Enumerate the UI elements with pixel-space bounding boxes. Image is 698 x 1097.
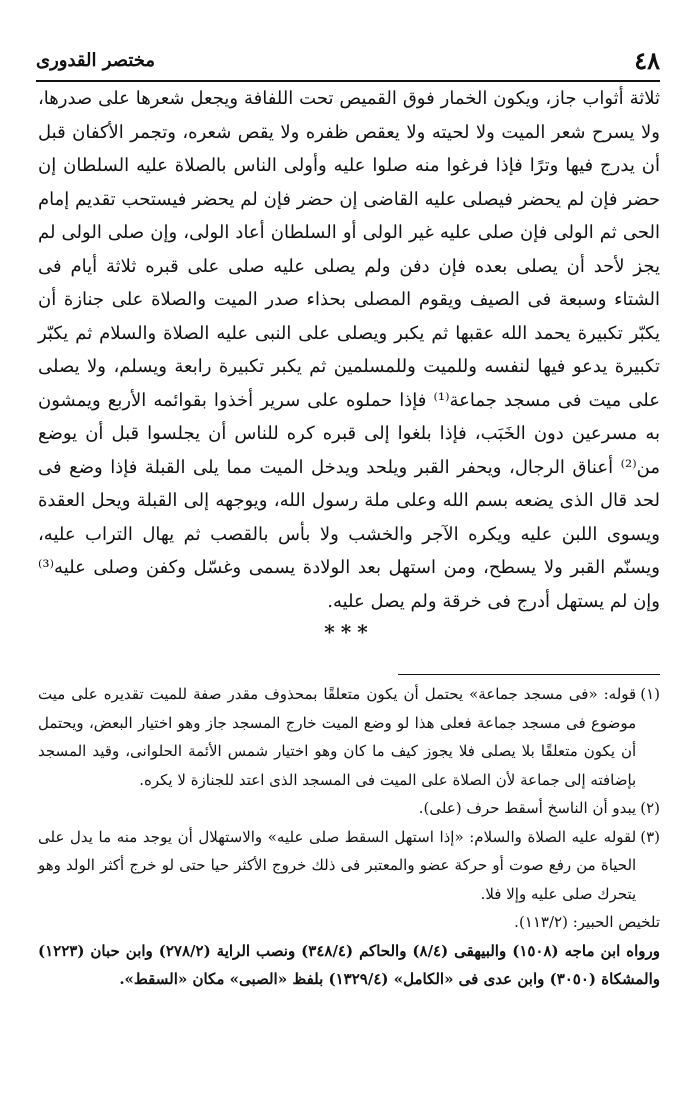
footnote-source: تلخيص الحبير: (١١٣/٢). xyxy=(514,913,660,931)
footnote-2 xyxy=(38,794,660,823)
footnote-text: قوله: «فى مسجد جماعة» يحتمل أن يكون متعلقًا بمحذوف مقدر صفة للميت تقديره على ميت موضوع فى مسجد جماعة فعلى هذا لو وضع الميت خارج المسجد جاز وهو اختيار البعض، ويحتمل أن يكون متعلقًا بلا يصلى فلا يجوز كيف ما كان وهو اختيار شمس الأئمة الحلوانى، وقيد المسجد بإضافته إلى جماعة لأن الصلاة على الميت فى المسجد الذى اعتد للجنازة لا يكره. xyxy=(38,685,637,789)
footnote-number: (٣) xyxy=(640,827,660,846)
footnote-text: يبدو أن الناسخ أسقط حرف (على). xyxy=(418,799,637,817)
footnote-divider xyxy=(398,674,660,675)
footnote-1 xyxy=(38,680,660,794)
main-text xyxy=(38,82,660,618)
section-separator: *** xyxy=(324,620,374,644)
footnote-number: (١) xyxy=(640,685,660,703)
book-title: مختصر القدورى xyxy=(36,50,156,71)
page-number: ٤٨ xyxy=(634,46,660,75)
footnotes xyxy=(38,680,660,994)
page-header xyxy=(36,38,660,82)
footnote-3 xyxy=(38,823,660,909)
main-paragraph: ثلاثة أثواب جاز، ويكون الخمار فوق القميص تحت اللفافة ويجعل شعرها على صدرها، ولا يسرح شعر الميت ولا لحيته ولا يعقص ظفره ولا يقص شعره، وتجمر الأكفان قبل أن يدرج فيها وترًا فإذا فرغوا منه صلوا عليه وأولى الناس بالصلاة عليه السلطان إن حضر فإن لم يحضر فيصلى عليه القاضى إن حضر فإن لم يحضر فيستحب تقديم إمام الحى ثم الولى فإن صلى عليه غير الولى أو السلطان أعاد الولى، وإن صلى الولى لم يجز لأحد أن يصلى بعده فإن دفن ولم يصلى عليه صلى على قبره ثلاثة أيام فى الشتاء وسبعة فى الصيف ويقوم المصلى بحذاء صدر الميت والصلاة على جنازة أن يكبّر تكبيرة يحمد الله عقبها ثم يكبر ويصلى على النبى عليه الصلاة والسلام ثم يكبّر تكبيرة يدعو فيها لنفسه وللميت وللمسلمين ثم يكبر تكبيرة رابعة ويسلم، ولا يصلى على ميت فى مسجد جماعة⁽¹⁾ فإذا حملوه على سرير أخذوا بقوائمه الأربع ويمشون به مسرعين دون الخَبَب، فإذا بلغوا إلى قبره كره للناس أن يجلسوا قبل أن يوضع من⁽²⁾ أعناق الرجال، ويحفر القبر ويلحد ويدخل الميت مما يلى القبلة فإذا وضع فى لحد قال الذى يضعه بسم الله وعلى ملة رسول الله، ويوجهه إلى القبلة ويحل العقدة ويسوى اللبن عليه ويكره الآجر والخشب ولا بأس بالقصب ثم يهال التراب عليه، ويسنّم القبر ولا يسطح، ومن استهل بعد الولادة يسمى وغسّل وكفن وصلى عليه⁽³⁾ وإن لم يستهل أدرج فى خرقة ولم يصل عليه. xyxy=(38,88,660,612)
footnote-references: ورواه ابن ماجه (١٥٠٨) والبيهقى (٨/٤) والحاكم (٣٤٨/٤) ونصب الراية (٢٧٨/٢) وابن حبان (١٢٢٣) والمشكاة (٣٠٥٠) وابن عدى فى «الكامل» (١٣٢٩/٤) بلفظ «الصبى» مكان «السقط». xyxy=(38,941,661,988)
footnote-text: لقوله عليه الصلاة والسلام: «إذا استهل السقط صلى عليه» والاستهلال أن يوجد منه ما يدل على الحياة من رفع صوت أو حركة عضو والمعتبر فى ذلك خروج الأكثر حيا حتى لو خرج أكثر الولد وهو يتحرك صلى عليه وإلا فلا. xyxy=(38,827,637,903)
footnote-number: (٢) xyxy=(640,799,660,817)
